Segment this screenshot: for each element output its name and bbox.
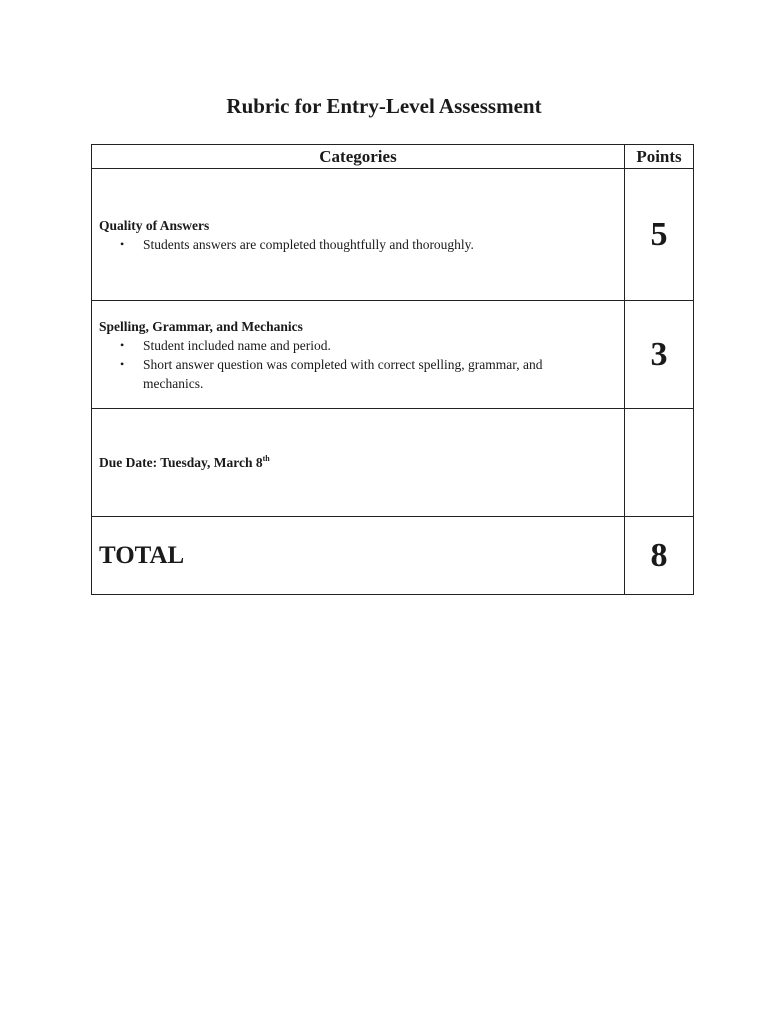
bullet-icon: • [120,337,125,352]
points-value: 5 [625,169,694,301]
criteria-list [99,235,624,254]
criteria-item [120,336,624,355]
total-points: 8 [625,517,694,595]
due-date-cell [92,409,625,517]
category-name: Quality of Answers [99,217,210,233]
points-value: 3 [625,301,694,409]
criteria-item [120,235,624,254]
due-date-label [99,455,270,470]
category-name: Spelling, Grammar, and Mechanics [99,318,303,334]
table-row [92,301,694,409]
bullet-icon: • [120,356,125,371]
total-label: TOTAL [92,517,625,595]
due-date-points [625,409,694,517]
total-row [92,517,694,595]
due-date-text: Due Date: Tuesday, March 8 [99,455,263,470]
due-date-row [92,409,694,517]
document-title: Rubric for Entry-Level Assessment [226,94,542,118]
categories-header: Categories [92,145,625,169]
bullet-icon: • [120,236,125,251]
table-row [92,169,694,301]
category-cell [92,169,625,301]
category-cell [92,301,625,409]
criteria-list [99,336,624,393]
due-date-suffix: th [262,454,270,463]
criteria-text: Short answer question was completed with correct spelling, grammar, and mechanics. [143,356,543,391]
criteria-text: Students answers are completed thoughtfully and thoroughly. [143,236,474,252]
criteria-item [120,355,624,393]
rubric-table [91,144,694,595]
criteria-text: Student included name and period. [143,337,331,353]
table-header-row [92,145,694,169]
points-header: Points [625,145,694,169]
